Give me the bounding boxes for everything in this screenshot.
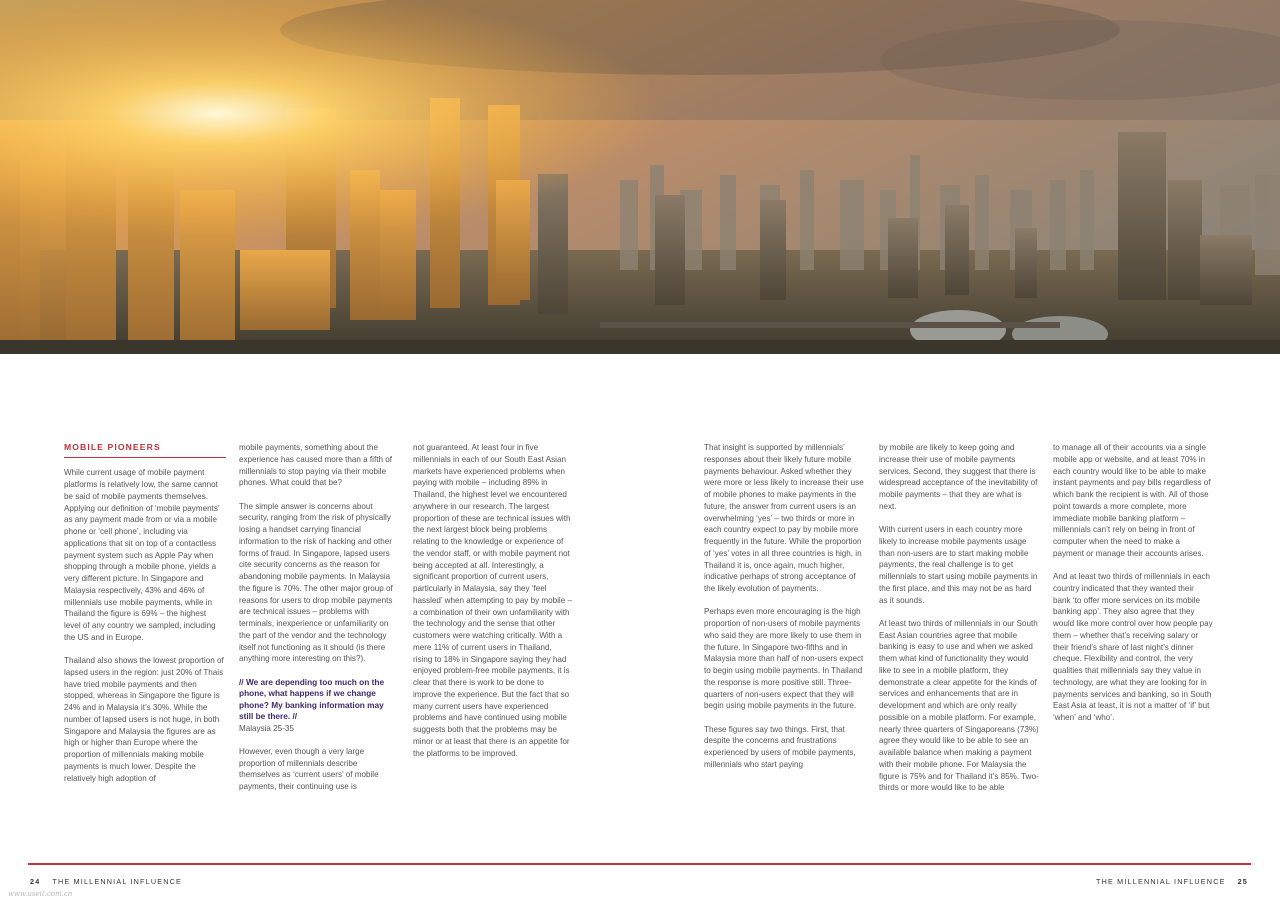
column-6 — [1053, 442, 1213, 735]
paragraph: And at least two thirds of millennials in each country indicated that they wanted their bank ‘to offer more services on its mobile banking app’. They also agree that they would like more control over how people pay them – whether that’s receiving salary or their friend’s share of last night’s dinner cheque. Flexibility and control, the very qualities that millennials say they value in technology, are what they are looking for in payments services and banking, so in South East Asia at least, it is not a matter of ‘if’ but ‘when’ and ‘who’. — [1053, 572, 1213, 722]
footer-right — [1096, 877, 1248, 886]
quote-attribution: Malaysia 25-35 — [239, 723, 294, 733]
footer-rule — [28, 863, 1251, 865]
pull-quote — [239, 677, 399, 723]
running-title-right: THE MILLENNIAL INFLUENCE — [1096, 877, 1226, 886]
paragraph: by mobile are likely to keep going and increase their use of mobile payments services. Second, they suggest that there is widespread acceptance of the inevitability of mobile payments – that they are what is next. — [879, 443, 1038, 511]
column-3 — [413, 442, 573, 771]
paragraph: With current users in each country more likely to increase mobile payments usage than non-users are to start making mobile payments, the real challenge is to get millennials to start using mobile payments in the first place, and this may not be as hard as it sounds. — [879, 525, 1038, 605]
paragraph: The simple answer is concerns about security, ranging from the risk of physically losing a handset carrying financial information to the risk of hacking and other forms of fraud. In Singapore, lapsed users cite security concerns as the reason for abandoning mobile payments. In Malaysia the figure is 70%. The other major group of reasons for users to drop mobile payments are technical issues – problems with terminals, inexperience or unfamiliarity on the part of the vendor and the technology itself not functioning as it should (is there anything more interesting on this?). — [239, 501, 393, 664]
paragraph: mobile payments, something about the experience has caused more than a fifth of millennials to stop paying via their mobile phones. What could that be? — [239, 443, 392, 488]
column-2 — [239, 442, 399, 804]
paragraph: That insight is supported by millennials’ responses about their likely future mobile payments behaviour. Asked whether they were more or less likely to increase their use of mobile phones to make payments in the future, the answer from current users is an overwhelming ‘yes’ – two thirds or more in each country expect to pay by mobile more frequently in the future. While the proportion of ‘yes’ votes in all three countries is high, in Thailand it is, once again, much higher, indicative perhaps of strong acceptance of the likely evolution of payments. — [704, 443, 864, 593]
quote-open-mark: // — [239, 676, 244, 687]
page-number-right: 25 — [1237, 877, 1248, 886]
column-4 — [704, 442, 864, 782]
paragraph: not guaranteed. At least four in five millennials in each of our South East Asian markets have experienced problems when paying with mobile – including 89% in Thailand, the highest level we encountered anywhere in our research. The largest proportion of these are technical issues with the next largest block being problems relating to the knowledge or experience of the vendor staff, or with mobile payment not being accepted at all. Interestingly, a significant proportion of current users, particularly in Malaysia, say they ‘feel hassled’ when attempting to pay by mobile – a combination of their own unfamiliarity with the technology and the sense that other customers were watching critically. With a mere 11% of current users in Thailand, rising to 18% in Singapore saying they had enjoyed problem-free mobile payments, it is clear that there is work to be done to improve the experience. But the fact that so many current users have experienced problems and have continued using mobile suggests both that the problems may be minor or at least that there is an appetite for the platforms to be improved. — [413, 443, 572, 758]
page-number-left: 24 — [30, 877, 41, 886]
heading-rule — [64, 457, 226, 459]
hero-cityscape-image — [0, 0, 1280, 354]
column-5 — [879, 442, 1039, 806]
paragraph: Thailand also shows the lowest proportion of lapsed users in the region: just 20% of Thais have tried mobile payments and then stopped, whereas in Singapore the figure is 24% and in Malaysia it’s 30%. While the number of lapsed users is not huge, in both Singapore and Malaysia the figures are as high or higher than Europe where the proportion of millennials making mobile payments is much lower. Despite the relatively high adoption of — [64, 656, 224, 783]
paragraph: While current usage of mobile payment platforms is relatively low, the same cannot be said of mobile payments themselves. Applying our definition of ‘mobile payments’ as any payment made from or via a mobile phone or ‘cell phone’, including via applications that sit on top of a contactless payment system such as Apple Pay when shopping through a mobile phone, yields a very different picture. In Singapore and Malaysia respectively, 43% and 46% of millennials use mobile payments, while in Thailand the figure is 69% – the highest level of any country we sampled, including the US and in Europe. — [64, 468, 220, 642]
footer-left — [30, 877, 182, 886]
watermark: www.useit.com.cn — [8, 890, 73, 898]
paragraph: However, even though a very large proportion of millennials describe themselves as ‘current users’ of mobile payments, their continuing use is — [239, 746, 379, 791]
pull-quote-text: We are depending too much on the phone, what happens if we change phone? My banking information may still be there. — [239, 676, 385, 721]
column-1 — [64, 442, 224, 796]
running-title-left: THE MILLENNIAL INFLUENCE — [52, 877, 182, 886]
paragraph: to manage all of their accounts via a single mobile app or website, and at least 70% in each country would like to be able to make instant payments and pay bills regardless of which bank the recipient is with. All of those point towards a more complete, more immediate mobile banking platform – millennials can’t rely on being in front of computer when the need to make a payment or manage their accounts arises. — [1053, 443, 1211, 558]
quote-close-mark: // — [292, 711, 298, 721]
paragraph: These figures say two things. First, that despite the concerns and frustrations experienced by users of mobile payments, millennials who start paying — [704, 724, 856, 769]
section-heading: MOBILE PIONEERS — [64, 442, 161, 452]
paragraph: At least two thirds of millennials in our South East Asian countries agree that mobile banking is easy to use and when we asked them what kind of functionality they would like to see in a mobile platform, they demonstrate a clear appetite for the kinds of services and enhancements that are in development and which are only really possible on a mobile platform. For example, nearly three quarters of Singaporeans (73%) agree they would like to be able to see an available balance when making a payment with their mobile phone. For Malaysia the figure is 75% and for Thailand it’s 85%. Two-thirds or more would like to be able — [879, 618, 1039, 793]
paragraph: Perhaps even more encouraging is the high proportion of non-users of mobile payments who said they are more likely to use them in the future. In Singapore two-fifths and in Malaysia more than half of non-users expect to begin using mobile payments. In Thailand the response is more positive still. Three-quarters of non-users expect that they will begin using mobile payments in the future. — [704, 607, 864, 711]
